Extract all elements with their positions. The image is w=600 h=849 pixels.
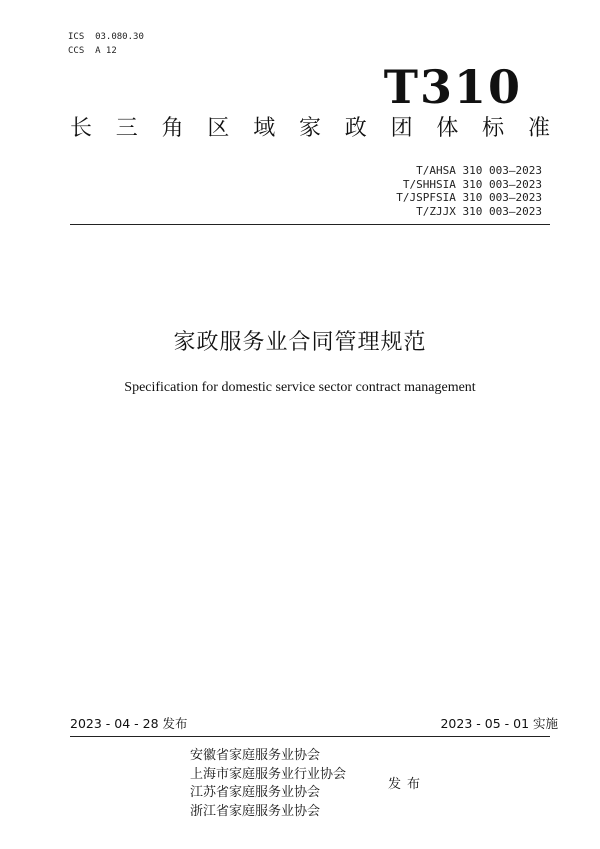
ics-code: ICS 03.080.30: [68, 32, 144, 42]
series-name-char: 准: [527, 116, 550, 141]
series-name-char: 长: [70, 116, 93, 141]
series-code: T310: [383, 60, 522, 114]
publisher-name: 江苏省家庭服务业协会: [190, 785, 321, 800]
series-name-char: 三: [115, 116, 138, 141]
publisher-list: [190, 747, 346, 821]
classification-codes: [68, 30, 144, 58]
series-name-char: 体: [436, 116, 459, 141]
document-title-en: Specification for domestic service sector contract management: [124, 380, 476, 395]
series-name: [70, 114, 550, 144]
document-title-cn: 家政服务业合同管理规范: [173, 330, 427, 355]
standard-number: T/AHSA 310 003—2023: [416, 164, 542, 177]
series-name-char: 域: [253, 116, 276, 141]
standard-number: T/SHHSIA 310 003—2023: [402, 177, 542, 191]
standard-numbers: [396, 164, 542, 218]
standard-number: T/JSPFSIA 310 003—2023: [396, 191, 542, 204]
series-name-char: 政: [344, 116, 367, 141]
publisher-name: 浙江省家庭服务业协会: [190, 803, 321, 819]
publish-date: 2023 - 04 - 28 发布: [70, 716, 188, 731]
ccs-code: CCS A 12: [68, 46, 117, 56]
issued-label: 发布: [388, 777, 427, 792]
publisher-name: 上海市家庭服务业行业协会: [190, 766, 347, 782]
top-divider: [70, 224, 550, 225]
series-name-char: 区: [207, 116, 230, 141]
series-name-char: 角: [161, 116, 184, 141]
series-name-char: 标: [482, 116, 505, 141]
publisher-name: 安徽省家庭服务业协会: [190, 748, 321, 763]
implement-date: 2023 - 05 - 01 实施: [440, 716, 558, 731]
series-name-char: 家: [298, 116, 321, 141]
bottom-divider: [70, 736, 550, 737]
standard-number: T/ZJJX 310 003—2023: [416, 204, 542, 218]
series-name-char: 团: [390, 116, 413, 141]
